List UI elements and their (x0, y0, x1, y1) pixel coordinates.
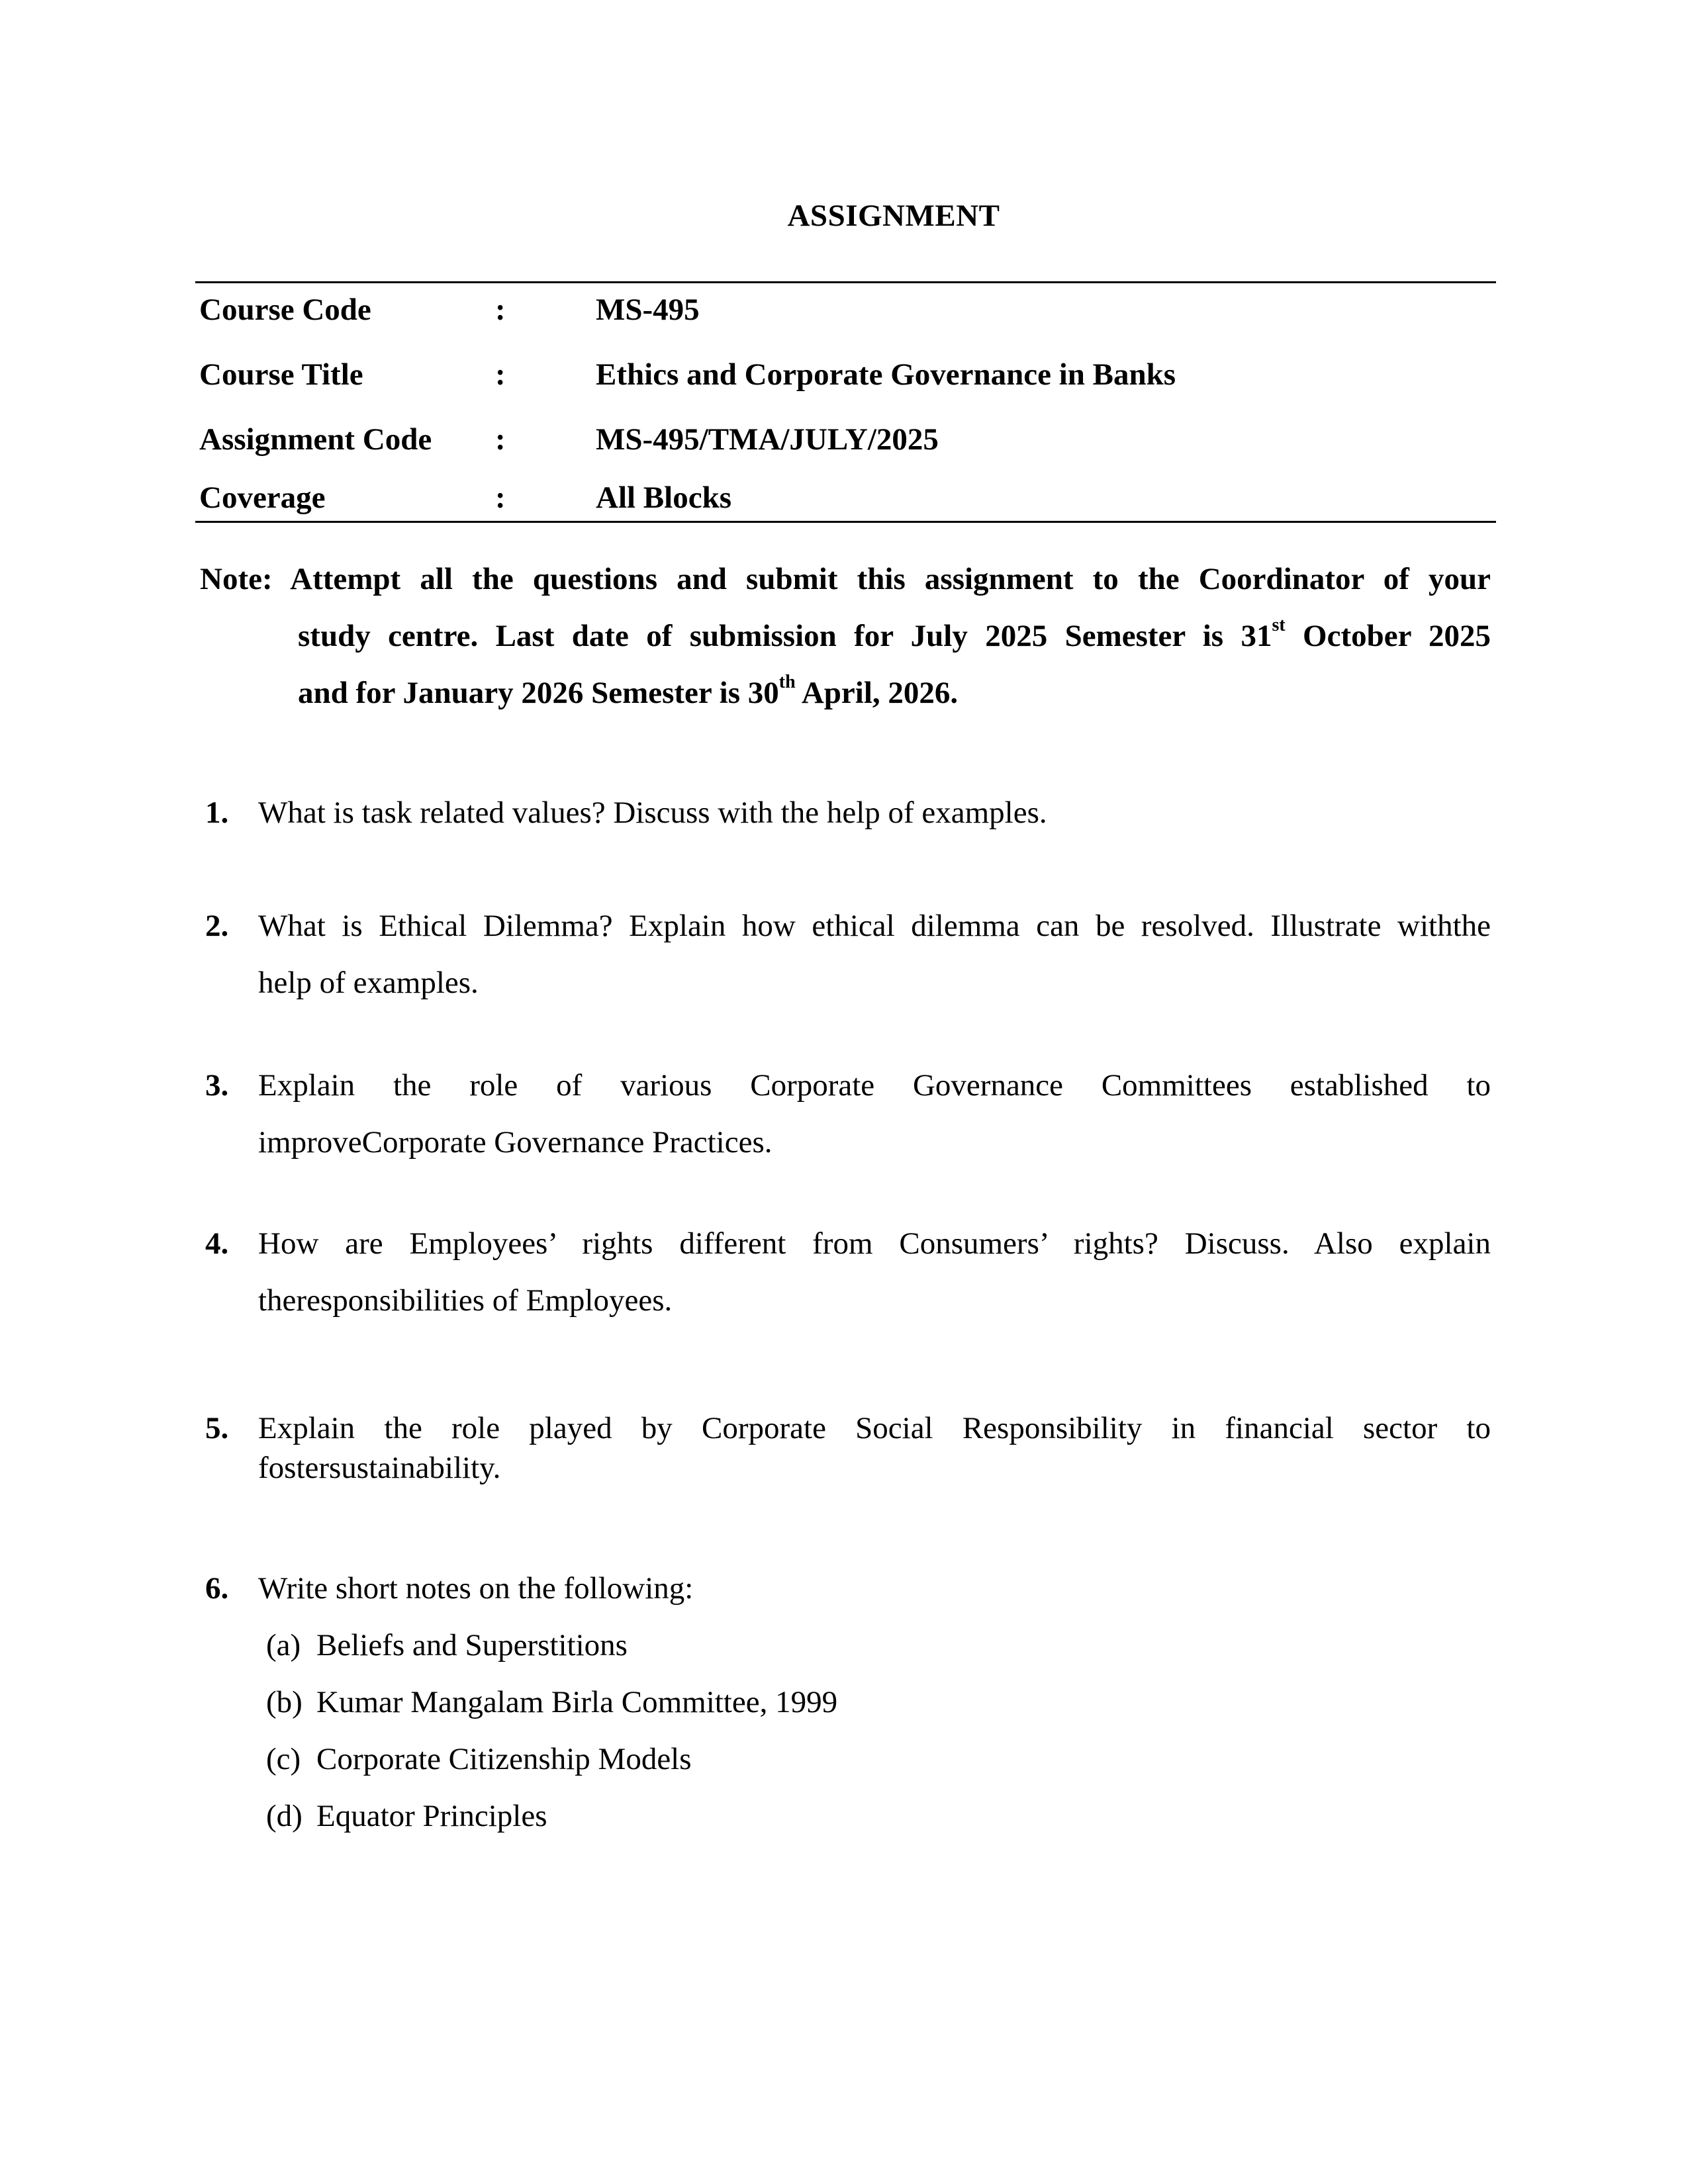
item-letter: (b) (266, 1685, 303, 1719)
course-info-table (195, 281, 1496, 523)
question-number: 1. (205, 796, 229, 830)
note-text: April, 2026. (795, 676, 959, 710)
item-text: Corporate Citizenship Models (316, 1742, 692, 1776)
list-item (266, 1674, 1491, 1731)
colon: : (495, 293, 506, 327)
question-text: Explain the role of various Corporate Governance Committees established to (258, 1068, 1491, 1103)
question-6 (205, 1560, 1491, 1844)
question-text: How are Employees’ rights different from Consumers’ rights? Discuss. Also explain (258, 1226, 1491, 1261)
page-title: ASSIGNMENT (787, 199, 1000, 233)
question-text: fostersustainability. (258, 1451, 501, 1485)
question-1 (205, 784, 1491, 841)
note-text: and for January 2026 Semester is 30 (298, 676, 779, 710)
note-line-2 (200, 608, 1491, 664)
list-item (266, 1788, 1491, 1844)
question-text: help of examples. (258, 966, 479, 1000)
note-line-1: Note: Attempt all the questions and submit this assignment to the Coordinator of your (200, 562, 1491, 596)
question-text: What is Ethical Dilemma? Explain how ethical dilemma can be resolved. Illustrate withthe (258, 909, 1491, 943)
question-text: What is task related values? Discuss with the help of examples. (258, 796, 1047, 830)
question-number: 6. (205, 1571, 229, 1606)
coverage-value: All Blocks (596, 480, 732, 515)
question-5 (205, 1408, 1491, 1488)
item-letter: (d) (266, 1799, 303, 1833)
submission-note (200, 551, 1491, 721)
question-number: 5. (205, 1411, 229, 1445)
item-text: Equator Principles (316, 1799, 547, 1833)
assignment-code-value: MS-495/TMA/JULY/2025 (596, 422, 939, 457)
question-text: theresponsibilities of Employees. (258, 1283, 673, 1318)
course-code-label: Course Code (199, 293, 371, 327)
question-text: Write short notes on the following: (258, 1571, 694, 1606)
course-title-row (195, 355, 1496, 394)
question-number: 4. (205, 1226, 229, 1261)
question-text: Explain the role played by Corporate Social Responsibility in financial sector to (258, 1411, 1491, 1445)
question-number: 2. (205, 909, 229, 943)
course-code-row (195, 290, 1496, 330)
question-4 (205, 1215, 1491, 1329)
ordinal-suffix: st (1272, 615, 1286, 636)
list-item (266, 1617, 1491, 1674)
item-text: Beliefs and Superstitions (316, 1628, 628, 1662)
item-letter: (c) (266, 1742, 301, 1776)
colon: : (495, 357, 506, 392)
colon: : (495, 422, 506, 457)
question-2 (205, 897, 1491, 1011)
course-title-label: Course Title (199, 357, 363, 392)
assignment-code-label: Assignment Code (199, 422, 432, 457)
short-notes-list (266, 1617, 1491, 1844)
note-text: study centre. Last date of submission for July 2025 Semester is 31 (298, 619, 1272, 653)
ordinal-suffix: th (778, 672, 796, 693)
course-code-value: MS-495 (596, 293, 700, 327)
coverage-row (195, 478, 1496, 518)
course-title-value: Ethics and Corporate Governance in Banks (596, 357, 1176, 392)
note-text: October 2025 (1285, 619, 1491, 653)
coverage-label: Coverage (199, 480, 326, 515)
colon: : (495, 480, 506, 515)
list-item (266, 1731, 1491, 1788)
assignment-code-row (195, 420, 1496, 459)
item-text: Kumar Mangalam Birla Committee, 1999 (316, 1685, 838, 1719)
note-line-3 (200, 664, 1491, 721)
item-letter: (a) (266, 1628, 301, 1662)
question-text: improveCorporate Governance Practices. (258, 1125, 773, 1160)
question-3 (205, 1057, 1491, 1171)
question-number: 3. (205, 1068, 229, 1103)
